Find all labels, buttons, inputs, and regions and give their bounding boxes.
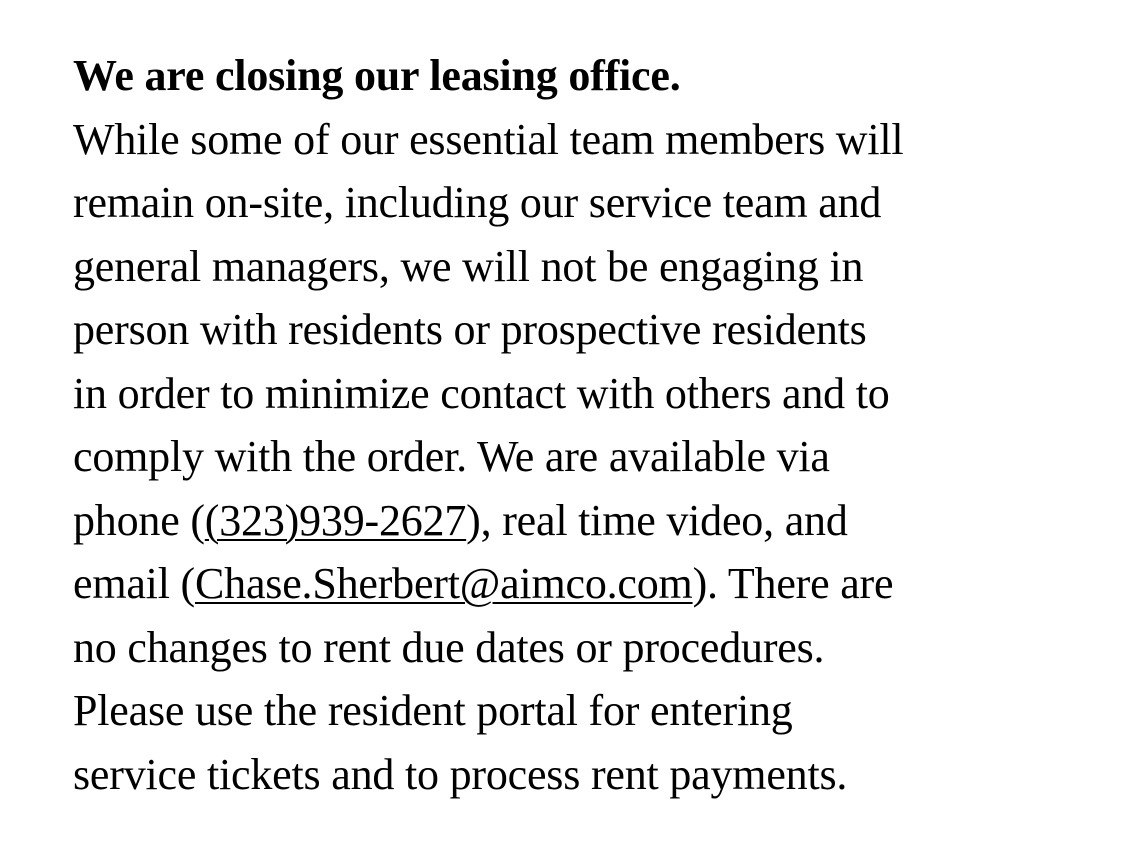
phone-line — [73, 489, 1083, 553]
email-prefix: email ( — [73, 559, 195, 608]
phone-link[interactable]: (323)939-2627 — [204, 495, 467, 545]
notice-line: general managers, we will not be engaging in — [73, 241, 864, 291]
notice-line: remain on-site, including our service team and — [73, 178, 882, 227]
email-suffix: ). There are — [692, 559, 894, 608]
notice-line: Please use the resident portal for entering — [73, 686, 793, 735]
notice-line: person with residents or prospective residents — [73, 305, 867, 354]
email-link[interactable]: Chase.Sherbert@aimco.com — [195, 559, 693, 608]
phone-prefix: phone ( — [73, 495, 205, 545]
notice-line: in order to minimize contact with others and to — [73, 368, 890, 418]
email-line — [73, 552, 1083, 616]
phone-suffix: ), real time video, and — [466, 495, 848, 545]
notice-line: service tickets and to process rent payments. — [73, 749, 848, 799]
notice-line: no changes to rent due dates or procedures. — [73, 622, 825, 672]
notice-line: comply with the order. We are available via — [73, 432, 830, 481]
notice-text-block — [73, 44, 1083, 806]
notice-heading: We are closing our leasing office. — [73, 51, 681, 100]
notice-line: While some of our essential team members will — [73, 114, 904, 164]
